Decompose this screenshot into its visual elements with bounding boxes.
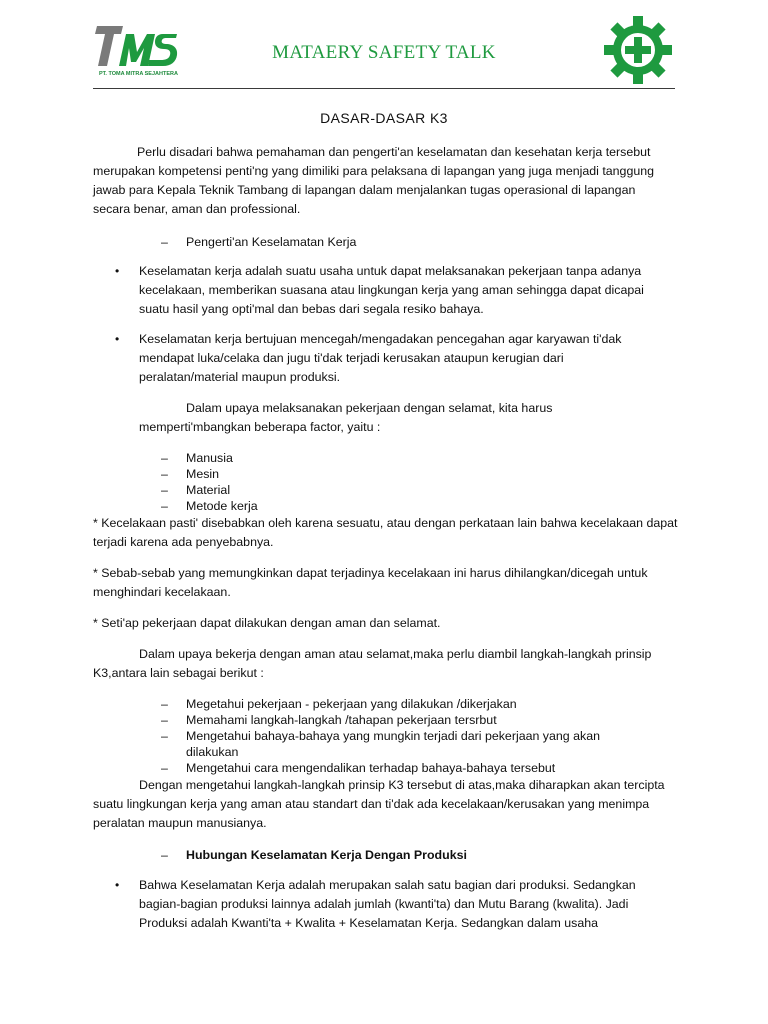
bullet-paragraph-3: Bahwa Keselamatan Kerja adalah merupakan salah satu bagian dari produksi. Sedangkan bagian-bagian produksi lainnya adalah jumlah (kwanti'ta) dan Mutu Barang (kwalita). Jadi Produksi adalah Kwanti'ta + Kwalita + Keselamatan Kerja. Sedangkan dalam usaha <box>139 878 636 930</box>
header-divider <box>93 88 675 89</box>
principle-item: Memahami langkah-langkah /tahapan pekerjaan tersrbut <box>186 713 497 727</box>
principle-item: Mengetahui bahaya-bahaya yang mungkin terjadi dari pekerjaan yang akan <box>186 729 600 743</box>
principle-item: Mengetahui cara mengendalikan terhadap bahaya-bahaya tersebut <box>186 761 556 775</box>
dash-marker: – <box>161 235 168 249</box>
note-paragraph-2: * Sebab-sebab yang memungkinkan dapat terjadinya kecelakaan ini harus dihilangkan/dicegah untuk menghindari kecelakaan. <box>93 566 648 599</box>
dash-marker: – <box>161 729 168 743</box>
principles-intro: Dalam upaya bekerja dengan aman atau selamat,maka perlu diambil langkah-langkah prinsip K3,antara lain sebagai berikut : <box>93 647 652 680</box>
dash-marker: – <box>161 697 168 711</box>
section-heading-pengertian: Pengerti'an Keselamatan Kerja <box>186 235 357 249</box>
dash-marker: – <box>161 483 168 497</box>
bullet-paragraph-2: Keselamatan kerja bertujuan mencegah/mengadakan pencegahan agar karyawan ti'dak mendapat luka/celaka dan jugu ti'dak terjadi kerusakan ataupun kerugian dari peralatan/material maupun produksi. <box>139 332 622 384</box>
note-paragraph-1: * Kecelakaan pasti' disebabkan oleh karena sesuatu, atau dengan perkataan lain bahwa kecelakaan dapat terjadi karena ada penyebabnya. <box>93 516 678 549</box>
factor-item: Manusia <box>186 451 233 465</box>
factor-item: Metode kerja <box>186 499 258 513</box>
conclusion-paragraph: Dengan mengetahui langkah-langkah prinsip K3 tersebut di atas,maka diharapkan akan tercipta suatu lingkungan kerja yang aman atau standart dan ti'dak ada kecelakaan/kerusakan yang menimpa peralatan maupun manusianya. <box>93 778 665 830</box>
dash-marker: – <box>161 467 168 481</box>
intro-paragraph: Perlu disadari bahwa pemahaman dan pengerti'an keselamatan dan kesehatan kerja tersebut merupakan kompetensi penti'ng yang dimiliki para pelaksana di lapangan yang juga menjadi tanggung jawab para Kepala Teknik Tambang di lapangan dalam menjalankan tugas operasional di lapangan secara benar, aman dan professional. <box>93 145 655 216</box>
logo-subtext: PT. TOMA MITRA SEJAHTERA <box>99 71 178 77</box>
dash-marker: – <box>161 848 168 862</box>
dash-marker: – <box>161 451 168 465</box>
principle-item: Megetahui pekerjaan - pekerjaan yang dilakukan /dikerjakan <box>186 697 517 711</box>
k3-gear-cross-icon <box>602 14 674 86</box>
bullet-marker: • <box>115 332 120 346</box>
section-heading-hubungan: Hubungan Keselamatan Kerja Dengan Produksi <box>186 848 467 862</box>
factors-intro: Dalam upaya melaksanakan pekerjaan dengan selamat, kita harus memperti'mbangkan beberapa factor, yaitu : <box>139 401 553 434</box>
dash-marker: – <box>161 713 168 727</box>
document-title: DASAR-DASAR K3 <box>320 110 448 126</box>
bullet-paragraph-1: Keselamatan kerja adalah suatu usaha untuk dapat melaksanakan pekerjaan tanpa adanya kecelakaan, memberikan suasana atau lingkungan kerja yang aman sehingga dapat dicapai suatu hasil yang opti'mal dan bebas dari segala resiko bahaya. <box>139 264 644 316</box>
factor-item: Material <box>186 483 231 497</box>
note-paragraph-3: * Seti'ap pekerjaan dapat dilakukan dengan aman dan selamat. <box>93 616 441 630</box>
dash-marker: – <box>161 499 168 513</box>
principle-item-continued: dilakukan <box>186 745 239 759</box>
dash-marker: – <box>161 761 168 775</box>
factor-item: Mesin <box>186 467 220 481</box>
bullet-marker: • <box>115 878 120 892</box>
header-title: MATAERY SAFETY TALK <box>272 42 496 63</box>
bullet-marker: • <box>115 264 120 278</box>
